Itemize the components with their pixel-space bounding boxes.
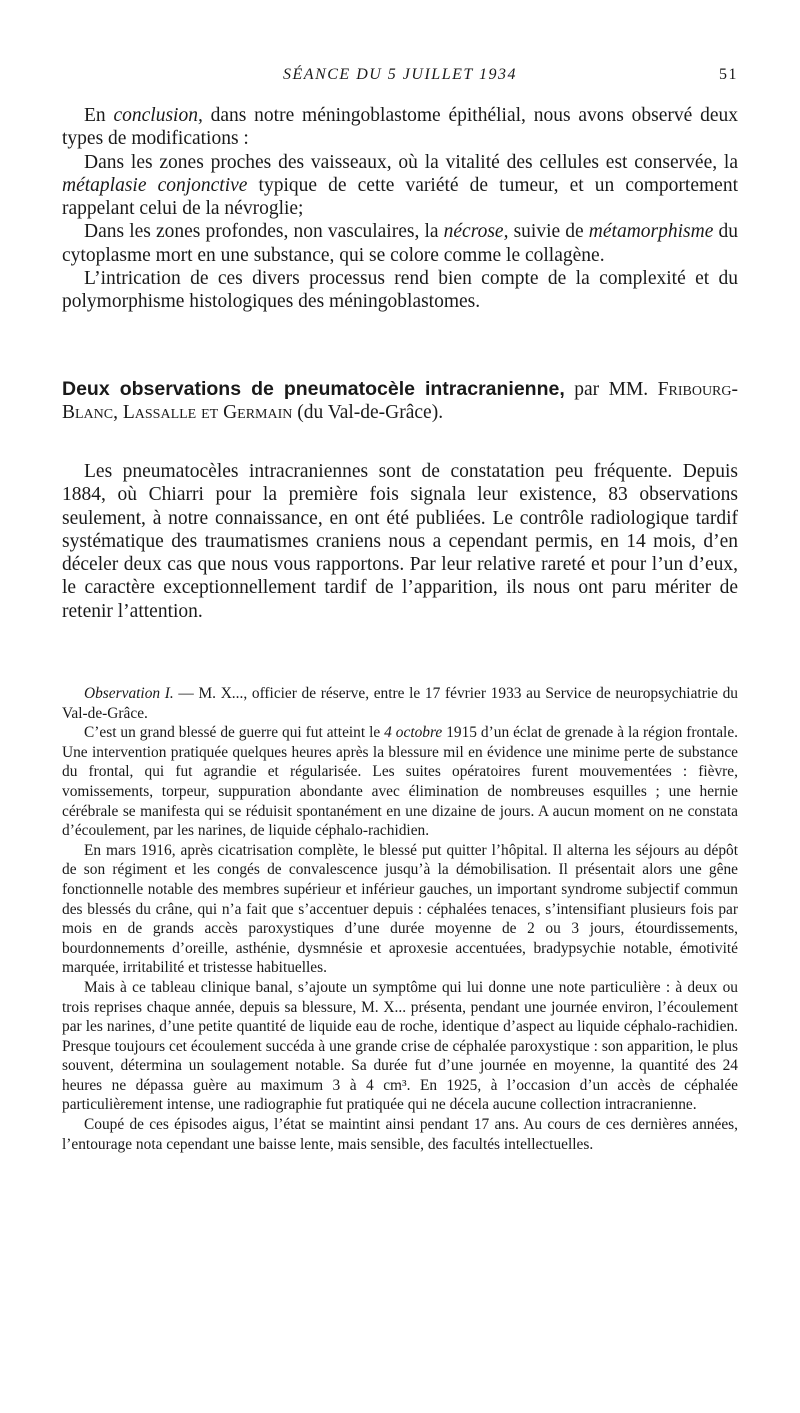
text-run: Dans les zones profondes, non vasculaires, la	[84, 221, 444, 243]
vascular-zone-paragraph	[62, 151, 738, 221]
observation-paragraph	[62, 723, 738, 841]
emphasis: métamorphisme	[588, 221, 714, 243]
emphasis: 4 octobre	[384, 724, 443, 742]
emphasis: nécrose,	[443, 221, 509, 243]
article-affiliation: (du Val-de-Grâce).	[292, 402, 444, 424]
text-run: Dans les zones proches des vaisseaux, où la vitalité des cellules est conservée, la	[84, 151, 738, 173]
observation-paragraph: Coupé de ces épisodes aigus, l’état se maintint ainsi pendant 17 ans. Au cours de ces dernières années, l’entourage nota cependant une baisse lente, mais sensible, des facultés intellectuelles.	[62, 1116, 738, 1153]
deep-zone-paragraph	[62, 220, 738, 267]
conclusion-section	[62, 104, 738, 314]
emphasis: conclusion,	[113, 105, 203, 126]
text-run: — M. X..., officier de réserve, entre le 17 février 1933 au Service de neuropsychiatrie du Val-de-Grâce.	[62, 685, 738, 722]
observation-paragraph: En mars 1916, après cicatrisation complète, le blessé put quitter l’hôpital. Il alterna les séjours au dépôt de son régiment et les congés de convalescence jusqu’à la démobilisation. Il présentait alors une gêne fonctionnelle notable des membres supérieur et inférieur gauches, un important syndrome subjectif commun des blessés du crâne, qui n’a fait que s’accentuer depuis : céphalées tenaces, s’intensifiant plusieurs fois par mois en de grands accès paroxystiques d’une durée moyenne de 2 ou 3 jours, étourdissements, bourdonnements d’oreille, asthénie, dysmnésie et aproxesie accentuées, bradypsychie notable, émotivité marquée, irritabilité et tristesse habituelles.	[62, 841, 738, 977]
text-run: suivie de	[508, 221, 589, 243]
conclusion-paragraph	[62, 104, 738, 151]
observation-paragraph: Mais à ce tableau clinique banal, s’ajoute un symptôme qui lui donne une note particulière : à deux ou trois reprises chaque année, depuis sa blessure, M. X... présenta, pendant une journée environ, l’écoulement par les narines, d’une petite quantité de liquide eau de roche, identique d’aspect au liquide céphalo-rachidien. Presque toujours cet écoulement succéda à une grande crise de céphalée paroxystique : son apparition, le plus souvent, détermina un soulagement notable. Sa durée fut d’une journée en moyenne, la quantité des 24 heures ne dépassa guère au maximum 3 à 4 cm³. En 1925, à l’occasion d’un accès de céphalée particulièrement intense, une radiographie fut pratiquée qui ne décela aucune collection intracranienne.	[62, 978, 738, 1114]
article-title-line	[62, 378, 738, 425]
text-run: typique de cette variété de tumeur, et un comportement rappelant celui de la névroglie;	[62, 174, 738, 220]
observation-label: Observation I.	[84, 685, 174, 702]
text-run: 1915 d’un éclat de grenade à la région frontale. Une intervention pratiquée quelques heures après la blessure mil en évidence une minime perte de substance du frontal, qui fut agrandie et régularisée. Les suites opératoires furent mouvementées : fièvre, vomissements, torpeur, suppuration abondante avec élimination de nombreuses esquilles ; une hernie cérébrale se manifesta qui se réduisit spontanément en une dizaine de jours. A aucun moment on ne constata d’écoulement, par les narines, de liquide céphalo-rachidien.	[62, 724, 738, 840]
emphasis: métaplasie conjonctive	[62, 174, 248, 196]
byline-par: par	[564, 379, 609, 400]
page-number: 51	[719, 66, 738, 83]
text-run: dans notre méningoblastome épithélial, nous avons observé deux types de modifications :	[62, 105, 738, 150]
article-intro	[62, 460, 738, 623]
observation-section	[62, 684, 738, 1154]
intro-paragraph: Les pneumatocèles intracraniennes sont de constatation peu fréquente. Depuis 1884, où Chiarri pour la première fois signala leur existence, 83 observations seulement, à notre connaissance, en ont été publiées. Le contrôle radiologique tardif systématique des traumatismes craniens nous a cependant permis, en 14 mois, d’en déceler deux cas que nous vous rapportons. Par leur relative rareté et pour l’un d’eux, le caractère exceptionnellement tardif de l’apparition, ils nous ont paru mériter de retenir l’attention.	[62, 461, 738, 622]
text-run: C’est un grand blessé de guerre qui fut atteint le	[84, 724, 385, 742]
article-title: Deux observations de pneumatocèle intracranienne,	[62, 378, 565, 400]
text-run: En	[84, 105, 114, 126]
intrication-paragraph: L’intrication de ces divers processus rend bien compte de la complexité et du polymorphisme histologiques des méningoblastomes.	[62, 268, 738, 313]
text-run: du cytoplasme mort en une substance, qui se colore comme le collagène.	[62, 221, 738, 266]
observation-heading-paragraph	[62, 684, 738, 723]
article-authors: MM. Fribourg-Blanc, Lassalle et Germain	[62, 379, 738, 424]
running-title: SÉANCE DU 5 JUILLET 1934	[283, 66, 517, 83]
article-heading	[62, 378, 738, 425]
running-header	[62, 66, 738, 90]
